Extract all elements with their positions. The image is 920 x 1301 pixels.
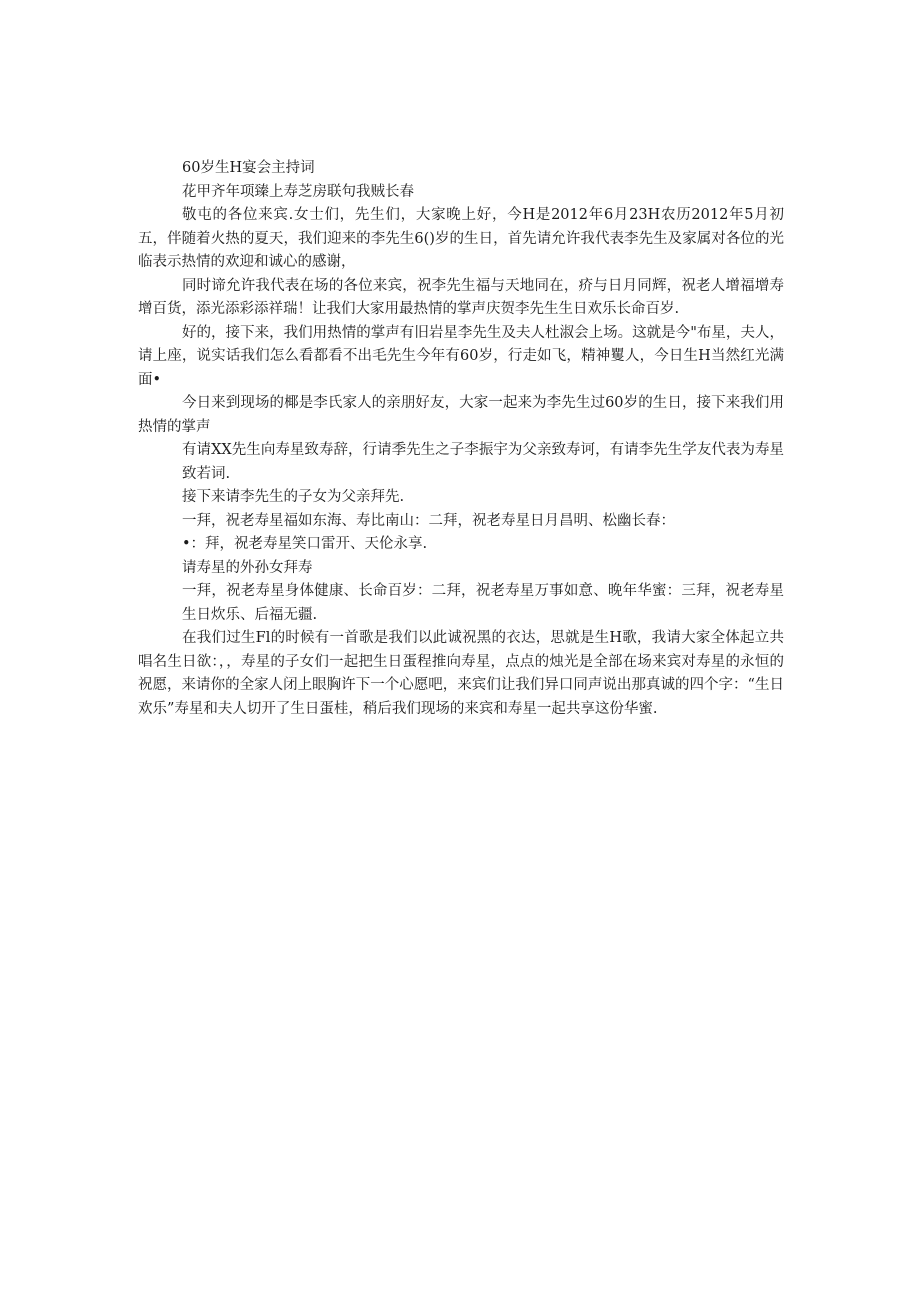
- document-title: 60岁生H宴会主持词: [182, 160, 315, 176]
- paragraph-speeches: 有请XX先生向寿星致寿辞，行请季先生之子李振宇为父亲致寿诃，有请李先生学友代表为寿星致若词.: [182, 442, 784, 482]
- paragraph-greeting: 敬屯的各位来宾.女士们，先生们，大家晚上好，今H是2012年6月23H农历2012年5月初五，伴随着火热的夏天，我们迎来的李先生6()岁的生日，首先请允许我代表李先生及家属对各位的光临表示热情的欢迎和诚心的感谢，: [138, 207, 784, 270]
- paragraph-first-bows: 一拜，祝老寿星福如东海、寿比南山：二拜，祝老寿星日月昌明、松幽长春：: [182, 512, 675, 529]
- paragraph-children-bow: 接下来请李先生的子女为父亲拜先.: [182, 489, 405, 505]
- document-subtitle: 花甲齐年项臻上寿芝房联句我贼长春: [182, 183, 414, 200]
- paragraph-grandchildren: 请寿星的外孙女拜寿: [182, 559, 313, 576]
- document-body: [138, 157, 784, 721]
- paragraph-grandchildren-bows: 一拜，祝老寿星身体健康、长命百岁：二拜，祝老寿星万事如意、晚年华蜜：三拜，祝老寿星生日炊乐、后福无疆.: [182, 583, 784, 623]
- paragraph-entrance: 好的，接下来，我们用热情的掌声有旧岩星李先生及夫人杜淑会上场。这就是今"布星，夫人，请上座，说实话我们怎么看都看不出毛先生今年有60岁，行走如飞，精神矍人，今日生H当然红光满面•: [138, 324, 784, 388]
- paragraph-blessing: 同时谛允许我代表在场的各位来宾，祝李先生福与天地同在，疥与日月同辉，祝老人增福增寿增百货，添光添彩添祥瑞！让我们大家用最热情的掌声庆贺李先生生日欢乐长命百岁.: [138, 277, 784, 317]
- paragraph-guests: 今日来到现场的椰是李氏家人的亲朋好友，大家一起来为李先生过60岁的生日，接下来我们用热情的掌声: [138, 395, 784, 435]
- paragraph-birthday-song: 在我们过生Fl的时候有一首歌是我们以此诚祝黑的衣达，思就是生H歌，我请大家全体起立共唱名生日欲：，，寿星的子女们一起把生日蛋程推向寿星，点点的烛光是全部在场来宾对寿星的永恒的祝愿，来请你的全家人闭上眼胸许下一个心愿吧，来宾们让我们异口同声说出那真诚的四个字：“生日欢乐”寿星和夫人切开了生日蛋桂，稍后我们现场的来宾和寿星一起共享这份华蜜.: [138, 630, 784, 717]
- paragraph-third-bow: •：拜，祝老寿星笑口雷开、天伦永享.: [182, 536, 428, 552]
